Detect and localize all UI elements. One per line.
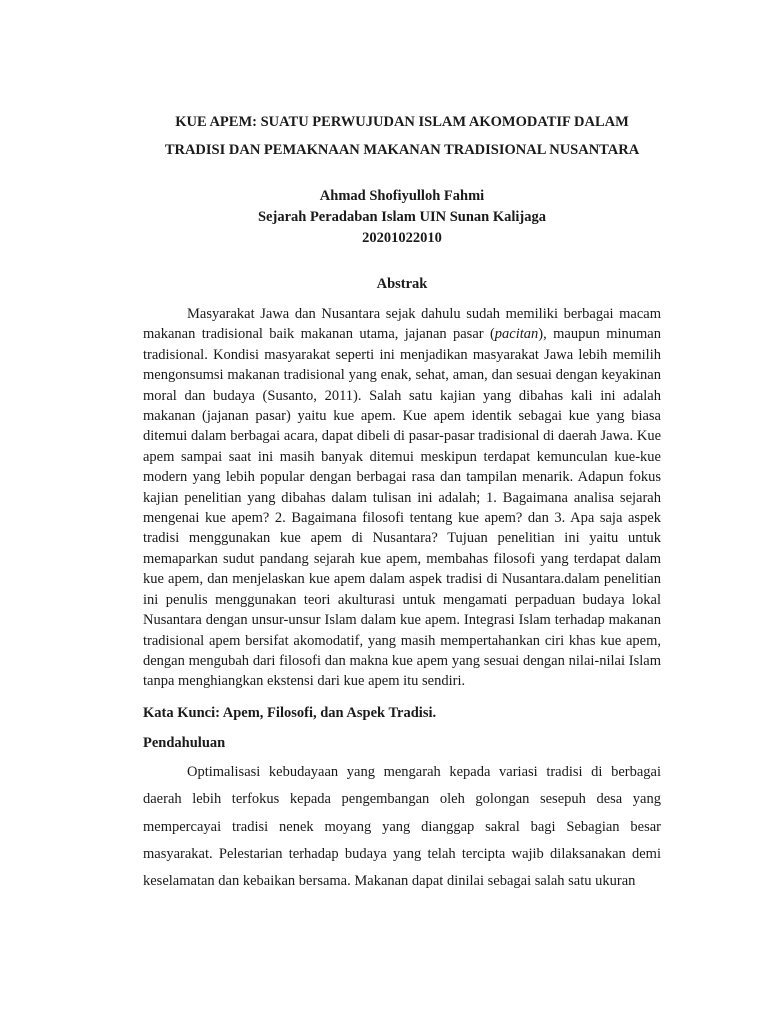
- section-paragraph: Optimalisasi kebudayaan yang mengarah kepada variasi tradisi di berbagai daerah lebih terfokus kepada pengembangan oleh golongan sesepuh desa yang mempercayai tradisi nenek moyang yang dianggap sakral bagi Sebagian besar masyarakat. Pelestarian terhadap budaya yang telah tercipta wajib dilaksanakan demi keselamatan dan kebaikan bersama. Makanan dapat dinilai sebagai salah satu ukuran: [143, 763, 661, 890]
- author-name: Ahmad Shofiyulloh Fahmi: [319, 188, 485, 204]
- keywords-line: Kata Kunci: Apem, Filosofi, dan Aspek Tradisi.: [143, 704, 437, 721]
- author-block: [143, 186, 661, 249]
- abstract-heading: Abstrak: [376, 276, 428, 292]
- section-heading-pendahuluan: Pendahuluan: [143, 734, 226, 751]
- document-page: [143, 108, 661, 896]
- author-affiliation: Sejarah Peradaban Islam UIN Sunan Kalijaga: [257, 209, 547, 225]
- abstract-paragraph: [143, 304, 661, 692]
- title-line-1: KUE APEM: SUATU PERWUJUDAN ISLAM AKOMODATIF DALAM: [175, 114, 629, 130]
- abstract-text-part-2: ), maupun minuman tradisional. Kondisi masyarakat seperti ini menjadikan masyarakat Jawa lebih memilih mengonsumsi makanan tradisional yang enak, sehat, aman, dan sesuai dengan keyakinan moral dan budaya (Susanto, 2011). Salah satu kajian yang dibahas kali ini adalah makanan (jajanan pasar) yaitu kue apem. Kue apem identik sebagai kue yang biasa ditemui dalam berbagai acara, dapat dibeli di pasar-pasar tradisional di daerah Jawa. Kue apem sampai saat ini masih banyak ditemui meskipun terdapat kemunculan kue-kue modern yang lebih popular dengan berbagai rasa dan tampilan menarik. Adapun fokus kajian penelitian yang dibahas dalam tulisan ini adalah; 1. Bagaimana analisa sejarah mengenai kue apem? 2. Bagaimana filosofi tentang kue apem? dan 3. Apa saja aspek tradisi menggunakan kue apem di Nusantara? Tujuan penelitian ini yaitu untuk memaparkan sudut pandang sejarah kue apem, membahas filosofi yang terdapat dalam kue apem, dan menjelaskan kue apem dalam aspek tradisi di Nusantara.dalam penelitian ini penulis menggunakan teori akulturasi untuk mengamati perpaduan budaya lokal Nusantara dengan unsur-unsur Islam dalam kue apem. Integrasi Islam terhadap makanan tradisional apem bersifat akomodatif, yang masih mempertahankan ciri khas kue apem, dengan mengubah dari filosofi dan makna kue apem yang sesuai dengan nilai-nilai Islam tanpa menghiangkan ekstensi dari kue apem itu sendiri.: [143, 326, 661, 690]
- abstract-italic-term: pacitan: [494, 326, 539, 343]
- paper-title: [143, 108, 661, 164]
- abstract-text-part-1: Masyarakat Jawa dan Nusantara sejak dahulu sudah memiliki berbagai macam makanan tradisional baik makanan utama, jajanan pasar (: [143, 306, 661, 343]
- title-line-2: TRADISI DAN PEMAKNAAN MAKANAN TRADISIONAL NUSANTARA: [164, 142, 640, 158]
- student-id: 20201022010: [362, 230, 442, 246]
